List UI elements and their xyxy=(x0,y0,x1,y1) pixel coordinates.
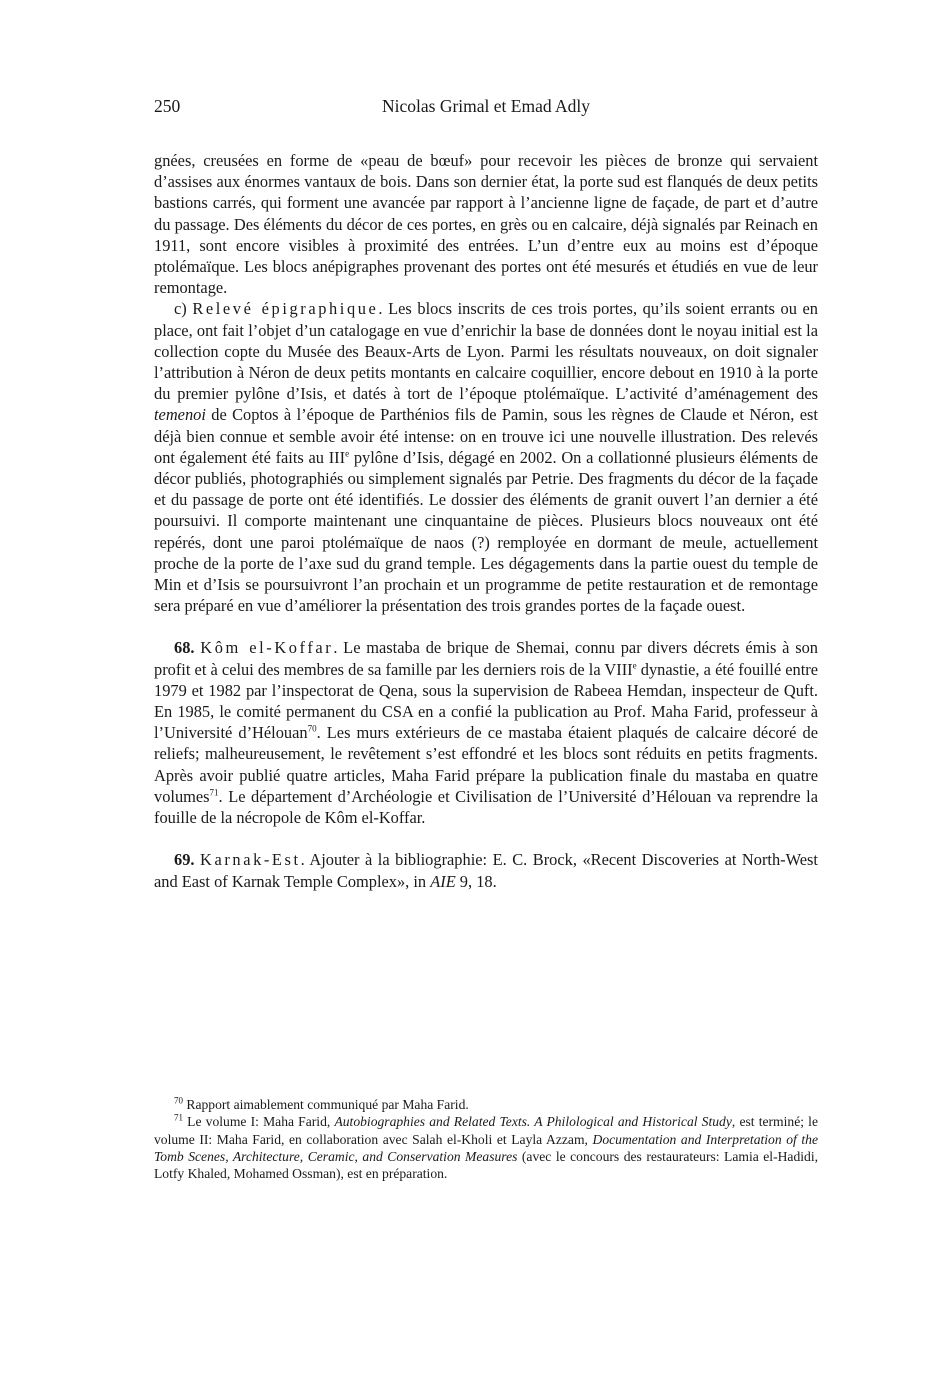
italic-term: AIE xyxy=(430,871,456,891)
entry-text: dynastie, a été fouillé entre 1979 et 1982 par l’inspectorat de Qena, sous la supervision de Rabeea Hemdan, inspecteur de Quft. En 1985, le comité permanent du CSA en a confié la publication au Prof. Maha Farid, professeur à l’Université d’Hélouan xyxy=(154,659,818,743)
entry-text: . Le département d’Archéologie et Civilisation de l’Université d’Hélouan va reprendre la fouille de la nécropole de Kôm el-Koffar. xyxy=(154,786,818,828)
italic-term: temenoi xyxy=(154,405,206,425)
footnote-mark: 70 xyxy=(174,1095,183,1106)
footnote-text: Le volume I: Maha Farid, xyxy=(183,1114,335,1130)
footnote-text: Rapport aimablement communiqué par Maha Farid. xyxy=(183,1097,469,1112)
entry-text: . Le mastaba de brique de Shemai, connu par divers décrets émis à son profit et à celui des membres de sa famille par les derniers rois de la VIII xyxy=(154,638,818,679)
entry-number: 68. xyxy=(174,638,195,658)
footnote-ref-71[interactable]: 71 xyxy=(209,787,219,798)
entry-text: . Les murs extérieurs de ce mastaba étaient plaqués de calcaire décoré de reliefs; malheureusement, le revêtement s’est effondré et les blocs sont réduits en petits fragments. Après avoir publié quatre articles, Maha Farid prépare la publication finale du mastaba en quatre volumes xyxy=(154,723,818,806)
footnote-71 xyxy=(154,1113,818,1182)
entry-69 xyxy=(154,849,818,891)
footnote-mark: 71 xyxy=(174,1112,183,1123)
footnote-text: (avec le concours des restaurateurs: Lamia el-Hadidi, Lotfy Khaled, Mohamed Ossman), est en préparation. xyxy=(154,1148,819,1182)
entry-text: . Ajouter à la bibliographie: E. C. Brock, «Recent Discoveries at North-West and East of Karnak Temple Complex», in xyxy=(154,850,818,891)
entry-site: Karnak-Est xyxy=(200,850,301,870)
paragraph-releve-epigraphique xyxy=(154,298,818,616)
superscript: e xyxy=(345,448,350,459)
main-text xyxy=(154,150,818,892)
footnote-70 xyxy=(154,1096,818,1113)
section-label: Relevé épigraphique xyxy=(192,299,379,319)
footnote-ref-70[interactable]: 70 xyxy=(307,723,317,734)
paragraph-text: . Les blocs inscrits de ces trois portes, qu’ils soient errants ou en place, ont fait l’objet d’un catalogage en vue d’enrichir la base de données dont le noyau initial est la collection copte du Musée des Beaux-Arts de Lyon. Parmi les résultats nouveaux, on doit signaler l’attribution à Néron de deux petits montants en calcaire coquillier, encore debout en 1910 à la porte du premier pylône d’Isis, et datés à tort de l’époque ptolémaïque. L’activité d’aménagement des xyxy=(154,299,818,404)
running-title: Nicolas Grimal et Emad Adly xyxy=(381,96,590,116)
entry-site: Kôm el-Koffar xyxy=(200,638,334,658)
page-number: 250 xyxy=(154,96,181,116)
footnote-text: , est terminé; le volume II: Maha Farid, en collaboration avec Salah el-Kholi et Layla Azzam, xyxy=(154,1114,818,1147)
superscript: e xyxy=(632,660,637,671)
running-header xyxy=(154,96,818,120)
entry-68 xyxy=(154,637,818,828)
paragraph-text: pylône d’Isis, dégagé en 2002. On a collationné plusieurs éléments de décor publiés, photographiés ou simplement signalés par Petrie. Des fragments du décor de la façade et du passage de porte ont été identifiés. Le dossier des éléments de granit ouvert l’an dernier a été poursuivi. Il comporte maintenant une cinquantaine de pièces. Plusieurs blocs nouveaux ont été repérés, dont une paroi ptolémaïque de naos (?) remployée en dormant de meule, actuellement proche de la porte de l’axe sud du grand temple. Les dégagements dans la partie ouest du temple de Min et d’Isis se poursuivront l’an prochain et un programme de petite restauration et de remontage sera préparé en vue d’améliorer la présentation des trois grandes portes de la façade ouest. xyxy=(154,447,818,616)
footnote-italic: Autobiographies and Related Texts. A Philological and Historical Study xyxy=(334,1114,732,1130)
paragraph-text: de Coptos à l’époque de Parthénios fils de Pamin, sous les règnes de Claude et Néron, est déjà bien connue et semble avoir été intense: on en trouve ici une nouvelle illustration. Des relevés ont également été faits au III xyxy=(154,405,818,467)
entry-number: 69. xyxy=(174,850,195,870)
footnotes xyxy=(154,1096,818,1182)
paragraph-continuation: gnées, creusées en forme de «peau de bœuf» pour recevoir les pièces de bronze qui servaient d’assises aux énormes vantaux de bois. Dans son dernier état, la porte sud est flanqués de deux petits bastions carrés, qui forment une avancée par rapport à l’ancienne ligne de façade, de part et d’autre du passage. Des éléments du décor de ces portes, en grès ou en calcaire, déjà signalés par Reinach en 1911, sont encore visibles à proximité des entrées. L’un d’entre eux au moins est d’époque ptolémaïque. Les blocs anépigraphes provenant des portes ont été mesurés et étudiés en vue de leur remontage. xyxy=(154,151,818,298)
section-prefix: c) xyxy=(174,299,187,319)
entry-text: 9, 18. xyxy=(455,871,497,891)
footnote-italic: Documentation and Interpretation of the Tomb Scenes, Architecture, Ceramic, and Conservation Measures xyxy=(154,1131,818,1164)
